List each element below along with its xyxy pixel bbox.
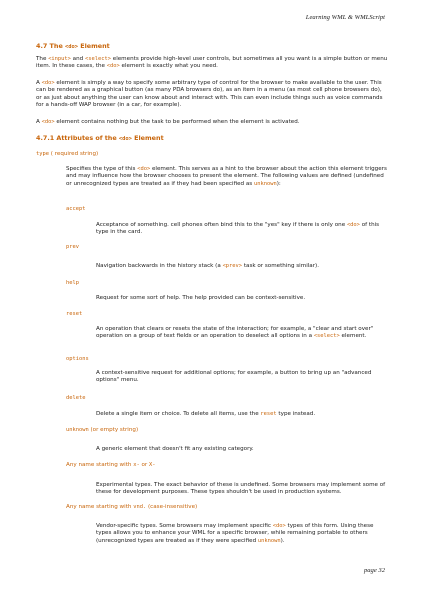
p2-code-do: <do> xyxy=(41,80,55,86)
reset-desc-text-1: An operation that clears or resets the state of the interaction; for example, a "clear and start over" operation on a group of text fields or an operation to deselect all options in a xyxy=(96,326,374,340)
accept-desc-code: <do> xyxy=(346,222,360,228)
vnd-desc-text-1: Vendor-specific types. Some browsers may implement specific xyxy=(96,523,273,529)
section-heading-code: <do> xyxy=(65,44,78,50)
value-term-experimental xyxy=(66,462,156,468)
vnd-term-suffix: (case-insensitive) xyxy=(146,504,198,510)
vnd-desc-text-3: ). xyxy=(280,537,285,544)
p1-text-1: The xyxy=(36,56,49,62)
p3-code-do: <do> xyxy=(41,119,55,125)
value-desc-reset xyxy=(96,326,388,341)
value-desc-options xyxy=(96,370,388,385)
paragraph-2 xyxy=(36,80,388,110)
type-attribute-description xyxy=(66,166,388,188)
accept-desc-text-2: of this type in the card. xyxy=(96,222,380,236)
type-attribute-suffix: ( required string) xyxy=(48,151,99,157)
value-term-delete: delete xyxy=(66,395,86,401)
value-term-options: options xyxy=(66,356,89,362)
p1-code-do: <do> xyxy=(106,63,120,70)
value-term-unknown xyxy=(66,427,138,433)
help-desc-text-1: Request for some sort of help. The help provided can be context-sensitive. xyxy=(96,295,306,301)
value-term-prev: prev xyxy=(66,244,79,250)
type-desc-text-2: element. This serves as a hint to the browser about the action this element triggers and may influence how the browser chooses to present the element. The following values are defined (undefined or unrecognized types are treated as if they had been specified as xyxy=(66,166,387,187)
paragraph-3 xyxy=(36,119,388,126)
accept-desc-text-1: Acceptance of something. cell phones often bind this to the "yes" key if there is only one xyxy=(96,222,347,228)
vnd-desc-code-do: <do> xyxy=(272,523,286,529)
unknown-term-suffix: (or empty string) xyxy=(88,427,139,433)
p1-text-4: element is exactly what you need. xyxy=(119,63,218,70)
type-desc-code-unknown: unknown xyxy=(253,180,277,187)
value-desc-prev xyxy=(96,263,388,270)
paragraph-1 xyxy=(36,56,388,71)
p1-code-select: <select> xyxy=(85,56,111,62)
subsection-heading-prefix: 4.7.1 Attributes of the xyxy=(36,134,119,142)
delete-desc-text-1: Delete a single item or choice. To delete all items, use the xyxy=(96,411,261,417)
page-number: page 32 xyxy=(363,567,385,574)
vnd-term-prefix: Any name starting with xyxy=(66,504,134,510)
prev-desc-code: <prev> xyxy=(222,263,243,269)
type-desc-code-do: <do> xyxy=(137,166,151,172)
vnd-desc-code-unknown: unknown xyxy=(257,537,281,544)
section-heading-suffix: Element xyxy=(78,42,110,50)
value-desc-accept xyxy=(96,222,388,237)
value-desc-help xyxy=(96,295,388,302)
value-term-accept: accept xyxy=(66,206,86,212)
p1-code-input: <input> xyxy=(48,56,71,62)
vnd-desc-text-2: types of this form. Using these types allows you to enhance your WML for a specific browser, while remaining portable to others (unrecognized types are treated as if they were specified xyxy=(96,523,374,544)
value-desc-experimental: Experimental types. The exact behavior of these is undefined. Some browsers may implement some of these for development purposes. These types shouldn't be used in production systems. xyxy=(96,482,386,496)
p3-text-1: A xyxy=(36,119,42,125)
section-heading-prefix: 4.7 The xyxy=(36,42,66,50)
x-term-code-lower: x- xyxy=(133,462,140,468)
delete-desc-code: reset xyxy=(260,411,277,417)
value-desc-delete xyxy=(96,411,388,418)
type-attribute-code: type xyxy=(36,151,49,157)
vnd-term-code: vnd. xyxy=(133,504,147,510)
p2-text-2: element is simply a way to specify some arbitrary type of control for the browser to make available to the user. This can be rendered as a graphical button (as many PDA browsers do), as an item in a menu (as most cell phone browsers do), or as just about anything the user can know about and interact with. This can even include things such as voice commands for a hands-off WAP browser (in a car, for example). xyxy=(36,80,383,109)
section-heading xyxy=(36,42,110,50)
type-desc-text-3: ): xyxy=(276,180,281,187)
prev-desc-text-2: task or something similar). xyxy=(242,263,319,269)
value-term-help: help xyxy=(66,280,79,286)
value-term-reset: reset xyxy=(66,311,83,317)
reset-desc-text-2: element. xyxy=(339,333,367,340)
p3-text-2: element contains nothing but the task to be performed when the element is activated. xyxy=(54,119,300,125)
unknown-term-code: unknown xyxy=(66,427,89,433)
delete-desc-text-2: type instead. xyxy=(276,411,316,417)
subsection-heading-code: <do> xyxy=(118,136,132,142)
p2-text-1: A xyxy=(36,80,42,86)
subsection-heading xyxy=(36,134,164,142)
value-desc-unknown: A generic element that doesn't fit any existing category. xyxy=(96,446,254,452)
x-term-code-upper: X- xyxy=(149,462,156,468)
p1-text-2: and xyxy=(70,56,85,62)
x-term-prefix: Any name starting with xyxy=(66,462,134,468)
x-term-mid: or xyxy=(139,462,149,468)
prev-desc-text-1: Navigation backwards in the history stack (a xyxy=(96,263,223,269)
options-desc-text-1: A context-sensitive request for additional options; for example, a button to bring up an "advanced options" menu. xyxy=(96,370,372,384)
p1-text-3: elements provide high-level user controls, but sometimes all you want is a simple button or menu item. In these cases, the xyxy=(36,56,388,70)
value-desc-vendor xyxy=(96,523,388,545)
subsection-heading-suffix: Element xyxy=(131,134,164,142)
value-term-vendor xyxy=(66,504,197,510)
reset-desc-code: <select> xyxy=(313,333,340,340)
running-head: Learning WML & WMLScript xyxy=(305,14,385,21)
type-desc-text-1: Specifies the type of this xyxy=(66,166,138,172)
type-attribute-term xyxy=(36,151,98,157)
